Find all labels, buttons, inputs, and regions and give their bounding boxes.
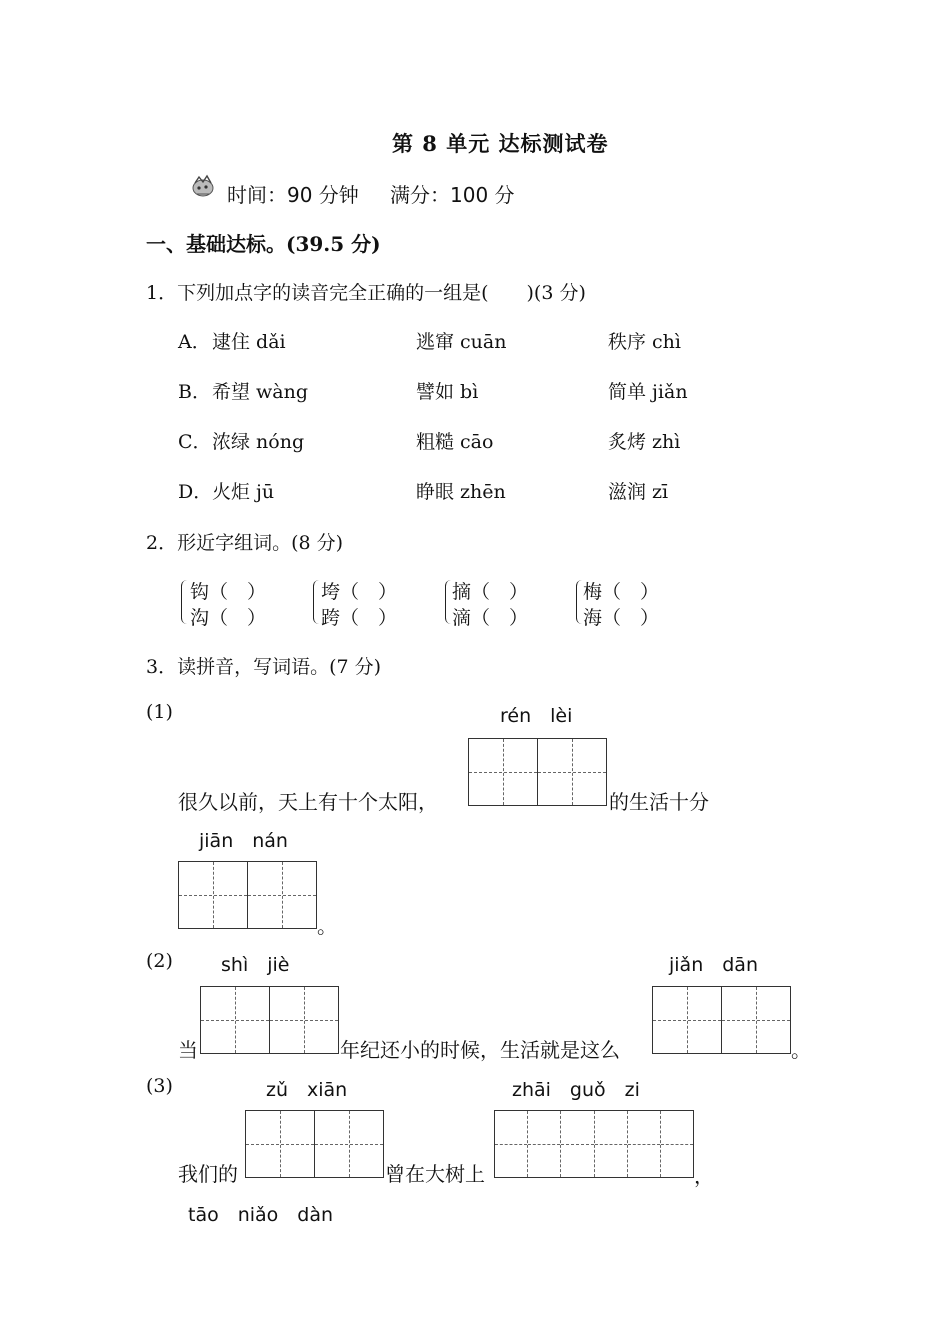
answer-grid[interactable] — [652, 986, 791, 1054]
question-2-stem: 2．形近字组词。(8 分) — [146, 532, 344, 554]
exam-full-score: 满分：100 分 — [390, 183, 515, 207]
pair-word: 垮（ ） — [321, 581, 398, 603]
option-item: 睁眼 zhēn — [416, 481, 506, 503]
sentence-end: ， — [694, 1164, 714, 1188]
pinyin-hint: tāo niǎo dàn — [188, 1204, 334, 1226]
exam-time: 时间：90 分钟 — [227, 183, 359, 207]
pair-word: 摘（ ） — [452, 581, 529, 603]
sentence-end: 。 — [317, 914, 337, 938]
pair-word: 梅（ ） — [583, 581, 660, 603]
option-label: B． — [178, 381, 211, 403]
sentence-end: 。 — [791, 1038, 811, 1062]
answer-grid[interactable] — [200, 986, 339, 1054]
option-item: 火炬 jū — [212, 481, 275, 503]
option-item: 秩序 chì — [608, 331, 681, 353]
sentence-text: 当 — [178, 1038, 198, 1062]
question-1-stem: 1．下列加点字的读音完全正确的一组是( )(3 分) — [146, 282, 586, 304]
sentence-text: 曾在大树上 — [385, 1162, 485, 1186]
pinyin-hint: zhāi guǒ zi — [512, 1079, 640, 1101]
option-label: A． — [178, 331, 211, 353]
sub-number: (1) — [146, 701, 173, 723]
option-label: C． — [178, 431, 212, 453]
option-item: 粗糙 cāo — [416, 431, 494, 453]
question-3-stem: 3．读拼音，写词语。(7 分) — [146, 656, 382, 678]
option-item: 逃窜 cuān — [416, 331, 507, 353]
option-item: 简单 jiǎn — [608, 381, 688, 403]
sub-number: (2) — [146, 950, 173, 972]
pair-word: 滴（ ） — [452, 607, 529, 629]
sentence-text: 年纪还小的时候，生活就是这么 — [340, 1038, 620, 1062]
option-item: 逮住 dǎi — [212, 331, 286, 353]
clock-icon — [189, 173, 217, 205]
option-item: 炙烤 zhì — [608, 431, 681, 453]
pinyin-hint: rén lèi — [500, 705, 573, 727]
pinyin-hint: zǔ xiān — [266, 1079, 348, 1101]
sentence-text: 很久以前，天上有十个太阳， — [178, 790, 438, 814]
sub-number: (3) — [146, 1075, 173, 1097]
pinyin-hint: jiān nán — [199, 830, 288, 852]
section-heading: 一、基础达标。(39.5 分) — [146, 232, 381, 256]
pair-word: 海（ ） — [583, 607, 660, 629]
page-title: 第 8 单元 达标测试卷 — [392, 131, 609, 156]
answer-grid[interactable] — [468, 738, 607, 806]
option-item: 浓绿 nóng — [212, 431, 305, 453]
option-item: 譬如 bì — [416, 381, 479, 403]
answer-grid[interactable] — [494, 1110, 694, 1178]
brace — [181, 580, 190, 624]
sentence-text: 我们的 — [178, 1162, 238, 1186]
pinyin-hint: jiǎn dān — [669, 954, 758, 976]
pair-word: 钩（ ） — [190, 581, 267, 603]
pair-word: 沟（ ） — [190, 607, 267, 629]
answer-grid[interactable] — [245, 1110, 384, 1178]
pinyin-hint: shì jiè — [221, 954, 290, 976]
sentence-text: 的生活十分 — [609, 790, 709, 814]
answer-grid[interactable] — [178, 861, 317, 929]
option-label: D． — [178, 481, 213, 503]
pair-word: 跨（ ） — [321, 607, 398, 629]
option-item: 滋润 zī — [608, 481, 669, 503]
option-item: 希望 wàng — [212, 381, 309, 403]
